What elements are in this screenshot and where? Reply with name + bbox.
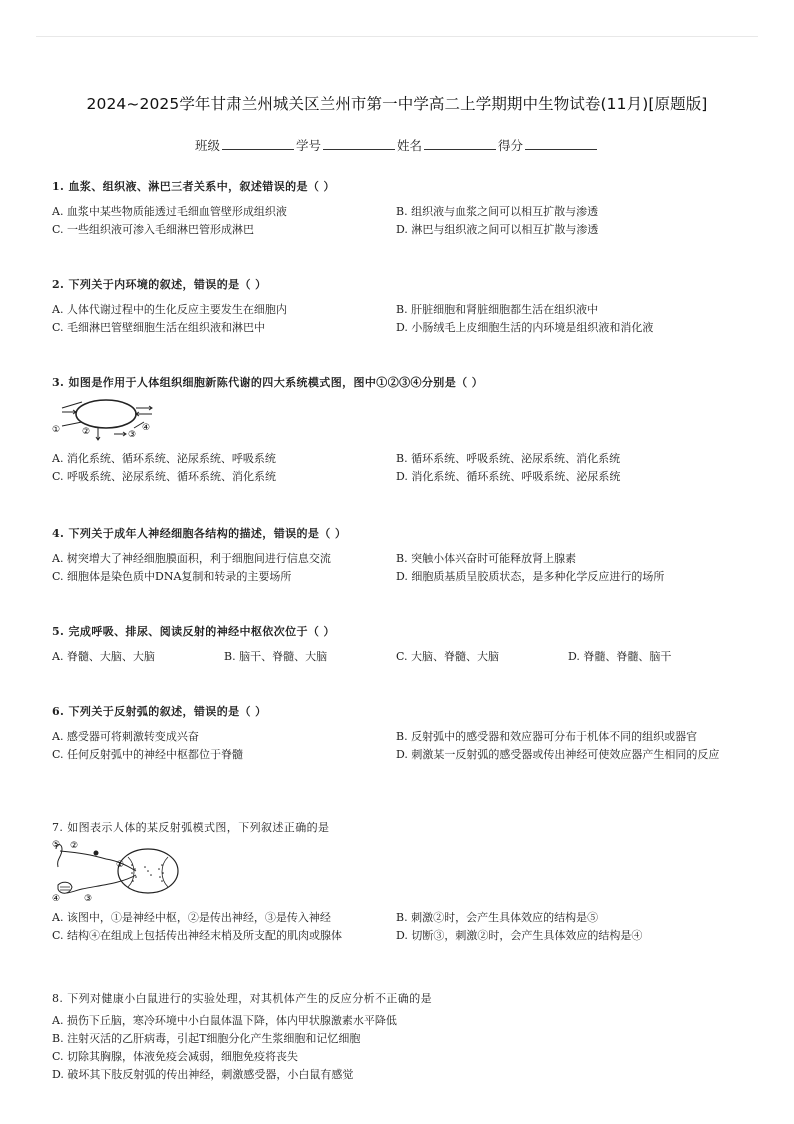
number-blank[interactable] xyxy=(323,139,395,150)
score-label: 得分 xyxy=(498,138,524,153)
question-stem: 2. 下列关于内环境的叙述，错误的是（ ） xyxy=(52,278,267,291)
option-a: A. 损伤下丘脑，寒冷环境中小白鼠体温下降，体内甲状腺激素水平降低 xyxy=(52,1014,397,1027)
student-info-line xyxy=(0,136,794,154)
question-stem: 3. 如图是作用于人体组织细胞新陈代谢的四大系统模式图，图中①②③④分别是（ ） xyxy=(52,376,484,389)
option-b: B. 脑干、脊髓、大脑 xyxy=(224,650,328,663)
option-c: C. 呼吸系统、泌尿系统、循环系统、消化系统 xyxy=(52,470,277,483)
question-stem: 6. 下列关于反射弧的叙述，错误的是（ ） xyxy=(52,705,267,718)
option-d: D. 脊髓、脊髓、脑干 xyxy=(568,650,672,663)
option-d: D. 刺激某一反射弧的感受器或传出神经可使效应器产生相同的反应 xyxy=(396,748,720,761)
question-stem: 1. 血浆、组织液、淋巴三者关系中，叙述错误的是（ ） xyxy=(52,180,335,193)
option-a: A. 树突增大了神经细胞膜面积，利于细胞间进行信息交流 xyxy=(52,552,331,565)
option-a: A. 感受器可将刺激转变成兴奋 xyxy=(52,730,199,743)
label-4: ④ xyxy=(142,423,151,433)
label-1: ① xyxy=(52,425,61,435)
question-4 xyxy=(52,525,742,586)
name-blank[interactable] xyxy=(424,139,496,150)
question-2 xyxy=(52,276,742,337)
option-b: B. 反射弧中的感受器和效应器可分布于机体不同的组织或器官 xyxy=(396,730,698,743)
option-d: D. 破坏其下肢反射弧的传出神经，刺激感受器，小白鼠有感觉 xyxy=(52,1068,354,1081)
question-stem: 7. 如图表示人体的某反射弧模式图，下列叙述正确的是 xyxy=(52,821,330,834)
question-stem: 5. 完成呼吸、排尿、阅读反射的神经中枢依次位于（ ） xyxy=(52,625,335,638)
question-stem: 4. 下列关于成年人神经细胞各结构的描述，错误的是（ ） xyxy=(52,527,347,540)
header-divider xyxy=(36,36,758,37)
option-a: A. 脊髓、大脑、大脑 xyxy=(52,650,155,663)
option-c: C. 结构④在组成上包括传出神经末梢及所支配的肌肉或腺体 xyxy=(52,929,343,942)
score-blank[interactable] xyxy=(525,139,597,150)
option-d: D. 消化系统、循环系统、呼吸系统、泌尿系统 xyxy=(396,470,621,483)
option-c: C. 任何反射弧中的神经中枢都位于脊髓 xyxy=(52,748,244,761)
option-b: B. 刺激②时，会产生具体效应的结构是⑤ xyxy=(396,911,599,924)
class-label: 班级 xyxy=(194,138,220,153)
option-c: C. 一些组织液可渗入毛细淋巴管形成淋巴 xyxy=(52,223,255,236)
label-4: ④ xyxy=(52,894,61,903)
option-d: D. 小肠绒毛上皮细胞生活的内环境是组织液和消化液 xyxy=(396,321,654,334)
question-7 xyxy=(52,819,742,945)
question-3 xyxy=(52,374,742,486)
option-b: B. 组织液与血浆之间可以相互扩散与渗透 xyxy=(396,205,599,218)
option-b: B. 注射灭活的乙肝病毒，引起T细胞分化产生浆细胞和记忆细胞 xyxy=(52,1032,361,1045)
option-d: D. 细胞质基质呈胶质状态，是多种化学反应进行的场所 xyxy=(396,570,665,583)
option-a: A. 该图中，①是神经中枢，②是传出神经，③是传入神经 xyxy=(52,911,331,924)
class-blank[interactable] xyxy=(222,139,294,150)
question-stem: 8. 下列对健康小白鼠进行的实验处理，对其机体产生的反应分析不正确的是 xyxy=(52,992,432,1005)
question-5 xyxy=(52,623,742,666)
option-b: B. 循环系统、呼吸系统、泌尿系统、消化系统 xyxy=(396,452,621,465)
label-3: ③ xyxy=(84,894,93,903)
option-c: C. 大脑、脊髓、大脑 xyxy=(396,650,500,663)
label-2: ② xyxy=(82,427,91,437)
page-title: 2024~2025学年甘肃兰州城关区兰州市第一中学高二上学期期中生物试卷(11月)[原题版] xyxy=(86,95,708,113)
option-c: C. 毛细淋巴管壁细胞生活在组织液和淋巴中 xyxy=(52,321,266,334)
option-b: B. 突触小体兴奋时可能释放肾上腺素 xyxy=(396,552,577,565)
option-d: D. 切断③，刺激②时，会产生具体效应的结构是④ xyxy=(396,929,643,942)
label-1: ① xyxy=(116,860,125,870)
question-1 xyxy=(52,178,742,239)
label-3: ③ xyxy=(128,430,137,440)
four-systems-diagram xyxy=(52,392,162,444)
option-c: C. 细胞体是染色质中DNA复制和转录的主要场所 xyxy=(52,570,292,583)
reflex-arc-diagram xyxy=(52,837,182,903)
option-a: A. 消化系统、循环系统、泌尿系统、呼吸系统 xyxy=(52,452,276,465)
option-a: A. 血浆中某些物质能透过毛细血管壁形成组织液 xyxy=(52,205,287,218)
label-2: ② xyxy=(70,841,79,851)
option-d: D. 淋巴与组织液之间可以相互扩散与渗透 xyxy=(396,223,599,236)
name-label: 姓名 xyxy=(397,138,423,153)
option-a: A. 人体代谢过程中的生化反应主要发生在细胞内 xyxy=(52,303,287,316)
question-6 xyxy=(52,703,742,782)
option-b: B. 肝脏细胞和肾脏细胞都生活在组织液中 xyxy=(396,303,599,316)
option-c: C. 切除其胸腺，体液免疫会减弱，细胞免疫将丧失 xyxy=(52,1050,299,1063)
label-5: ⑤ xyxy=(52,840,61,850)
question-8 xyxy=(52,990,742,1084)
number-label: 学号 xyxy=(295,138,321,153)
